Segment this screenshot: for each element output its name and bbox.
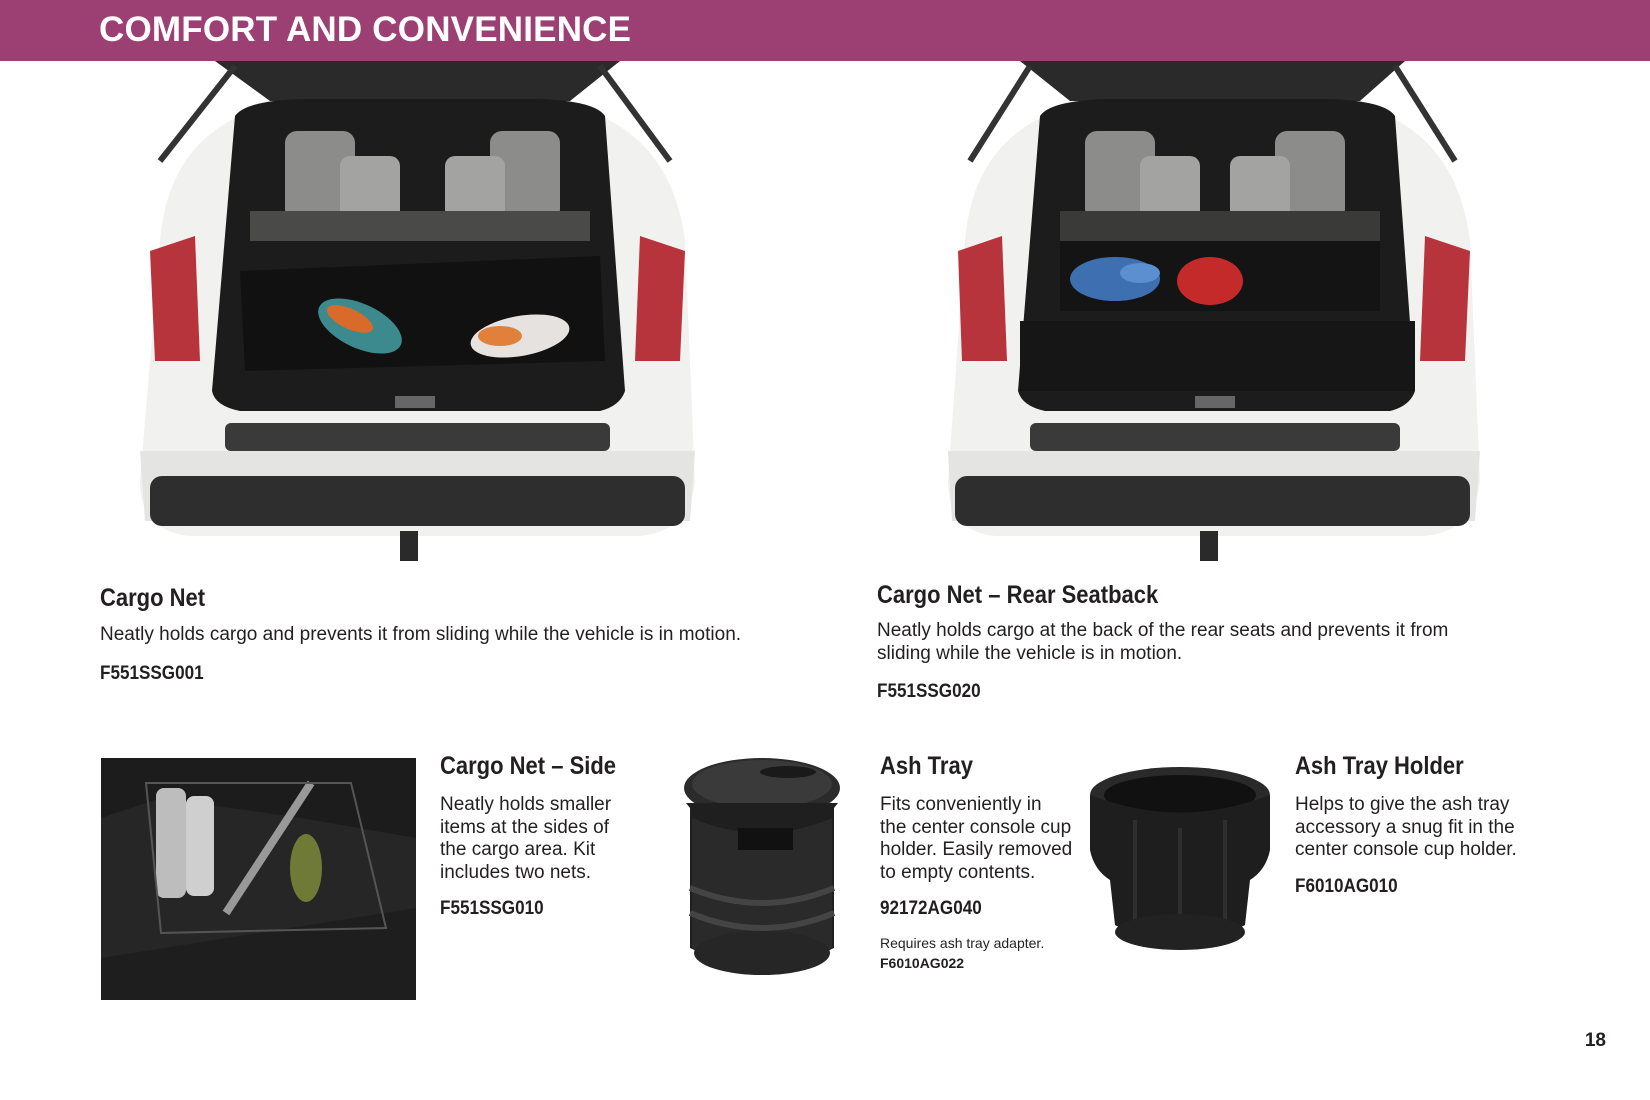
ash-tray-title: Ash Tray — [880, 752, 973, 780]
cargo-net-rear-seatback-part-number: F551SSG020 — [877, 681, 981, 702]
ash-tray-note: Requires ash tray adapter. F6010AG022 — [880, 935, 1045, 971]
cargo-net-rear-seatback-description: Neatly holds cargo at the back of the rear seats and prevents it from sliding while the vehicle is in motion. — [877, 620, 1449, 664]
cargo-net-side-title: Cargo Net – Side — [440, 752, 617, 780]
cargo-net-part-number: F551SSG001 — [100, 663, 204, 684]
cargo-net-side-photo — [101, 758, 416, 1000]
cargo-net-title: Cargo Net — [100, 584, 206, 612]
cargo-net-rear-seatback-photo — [910, 61, 1516, 585]
section-title: COMFORT AND CONVENIENCE — [99, 10, 632, 49]
ash-tray-holder-photo — [1080, 760, 1280, 960]
page-number: 18 — [1584, 1030, 1606, 1051]
ash-tray-adapter-part-number: F6010AG022 — [880, 955, 965, 971]
ash-tray-holder-description: Helps to give the ash tray accessory a snug fit in the center console cup holder. — [1295, 794, 1517, 860]
ash-tray-photo — [678, 748, 846, 988]
ash-tray-part-number: 92172AG040 — [880, 898, 982, 919]
ash-tray-holder-part-number: F6010AG010 — [1295, 876, 1398, 897]
cargo-net-side-description: Neatly holds smaller items at the sides of the cargo area. Kit includes two nets. — [440, 794, 612, 883]
cargo-net-rear-seatback-title: Cargo Net – Rear Seatback — [877, 581, 1159, 609]
ash-tray-holder-title: Ash Tray Holder — [1295, 752, 1464, 780]
cargo-net-side-part-number: F551SSG010 — [440, 898, 544, 919]
ash-tray-description: Fits conveniently in the center console cup holder. Easily removed to empty contents. — [880, 794, 1073, 883]
cargo-net-description: Neatly holds cargo and prevents it from sliding while the vehicle is in motion. — [100, 624, 742, 645]
cargo-net-photo — [100, 61, 735, 585]
